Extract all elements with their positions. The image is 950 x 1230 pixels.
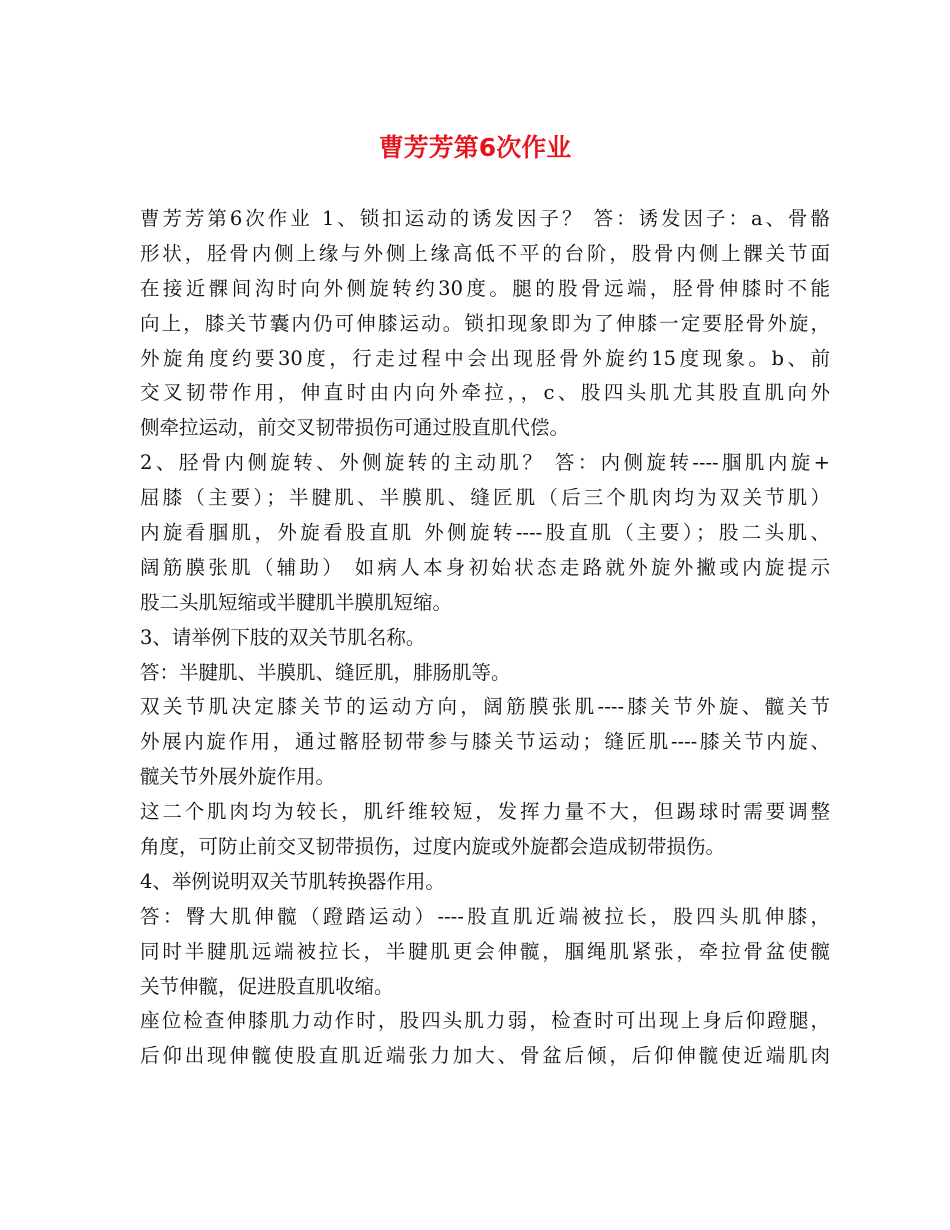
body-line-19: 角度，可防止前交叉韧带损伤，过度内旋或外旋都会造成韧带损伤。: [140, 835, 726, 859]
body-line-14: 答：半腱肌、半膜肌、缝匠肌，腓肠肌等。: [140, 660, 511, 684]
body-line-7: 侧牵拉运动，前交叉韧带损伤可通过股直肌代偿。: [140, 416, 570, 440]
body-line-4: 向上，膝关节囊内仍可伸膝运动。锁扣现象即为了伸膝一定要胫骨外旋，: [140, 311, 830, 335]
body-line-25: 后仰出现伸髋使股直肌近端张力加大、骨盆后倾，后仰伸髋使近端肌肉: [140, 1044, 830, 1068]
body-line-16: 外展内旋作用，通过髂胫韧带参与膝关节运动；缝匠肌----膝关节内旋、: [140, 730, 830, 754]
document-body: [140, 202, 830, 1074]
body-line-15: 双关节肌决定膝关节的运动方向，阔筋膜张肌----膝关节外旋、髋关节: [140, 695, 830, 719]
body-line-10: 内旋看腘肌，外旋看股直肌 外侧旋转----股直肌（主要）；股二头肌、: [140, 521, 830, 545]
body-line-18: 这二个肌肉均为较长，肌纤维较短，发挥力量不大，但踢球时需要调整: [140, 800, 830, 824]
body-line-12: 股二头肌短缩或半腱肌半膜肌短缩。: [140, 590, 453, 614]
body-line-21: 答：臀大肌伸髋（蹬踏运动）----股直肌近端被拉长，股四头肌伸膝，: [140, 904, 830, 928]
body-line-13: 3、请举例下肢的双关节肌名称。: [140, 625, 426, 649]
body-line-8: 2、胫骨内侧旋转、外侧旋转的主动肌？ 答：内侧旋转----腘肌内旋+: [140, 451, 830, 475]
body-line-11: 阔筋膜张肌（辅助） 如病人本身初始状态走路就外旋外撇或内旋提示: [140, 555, 830, 579]
body-line-5: 外旋角度约要30度，行走过程中会出现胫骨外旋约15度现象。b、前: [140, 346, 830, 370]
body-line-24: 座位检查伸膝肌力动作时，股四头肌力弱，检查时可出现上身后仰蹬腿，: [140, 1009, 830, 1033]
body-line-22: 同时半腱肌远端被拉长，半腱肌更会伸髋，腘绳肌紧张，牵拉骨盆使髋: [140, 939, 830, 963]
body-line-2: 形状，胫骨内侧上缘与外侧上缘高低不平的台阶，股骨内侧上髁关节面: [140, 241, 830, 265]
body-line-23: 关节伸髋，促进股直肌收缩。: [140, 974, 394, 998]
document-title: 曹芳芳第6次作业: [378, 133, 572, 162]
body-line-3: 在接近髁间沟时向外侧旋转约30度。腿的股骨远端，胫骨伸膝时不能: [140, 276, 830, 300]
body-line-9: 屈膝（主要）；半腱肌、半膜肌、缝匠肌（后三个肌肉均为双关节肌）: [140, 486, 830, 510]
body-line-6: 交叉韧带作用，伸直时由内向外牵拉，，c、股四头肌尤其股直肌向外: [140, 381, 830, 405]
body-line-1: 曹芳芳第6次作业 1、锁扣运动的诱发因子？ 答：诱发因子：a、骨骼: [140, 207, 830, 230]
body-line-20: 4、举例说明双关节肌转换器作用。: [140, 869, 445, 893]
body-line-17: 髋关节外展外旋作用。: [140, 765, 336, 789]
